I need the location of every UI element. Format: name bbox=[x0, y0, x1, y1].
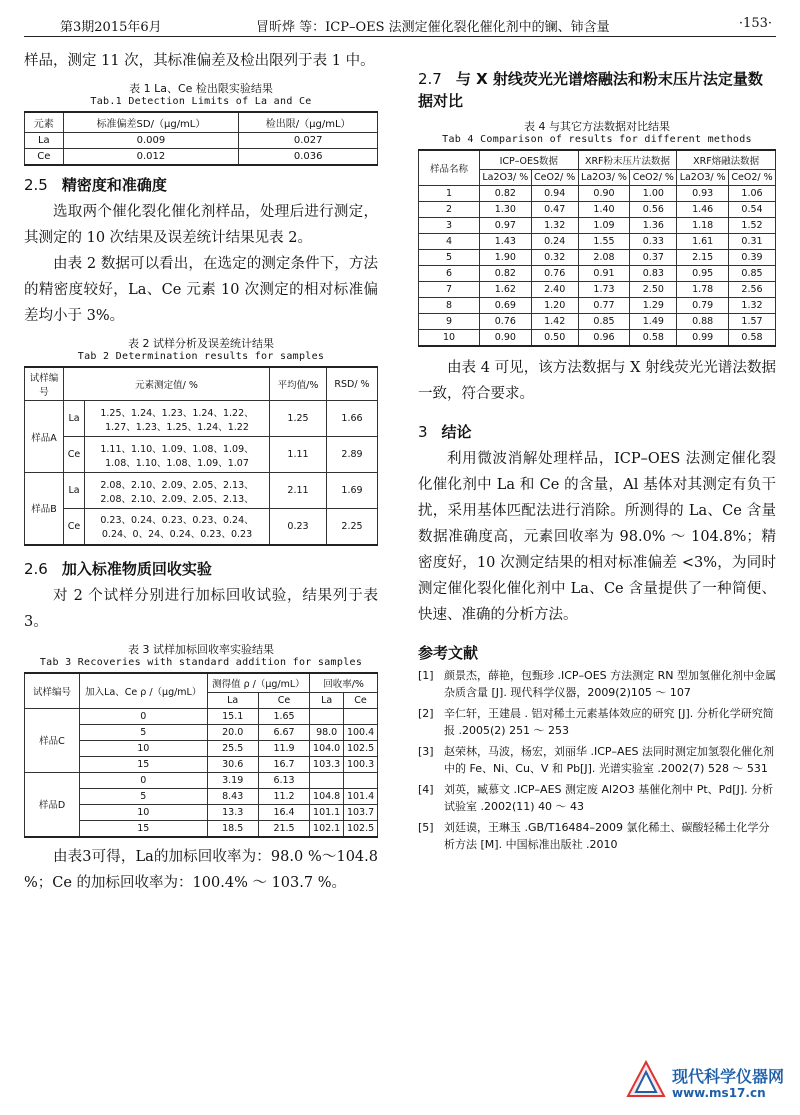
section-heading: 3 结论 bbox=[418, 423, 472, 441]
paragraph: 对 2 个试样分别进行加标回收试验，结果列于表 3。 bbox=[24, 587, 378, 630]
table-row: 4 1.43 0.24 1.55 0.33 1.61 0.31 bbox=[419, 234, 776, 250]
running-title: 冒昕烨 等：ICP–OES 法测定催化裂化催化剂中的镧、铈含量 bbox=[256, 20, 610, 35]
table-row: 10 13.3 16.4 101.1 103.7 bbox=[25, 804, 378, 820]
table-row: 样品D 0 3.19 6.13 bbox=[25, 772, 378, 788]
table2-caption: 表 2 试样分析及误差统计结果 bbox=[128, 337, 274, 350]
table-row: Ce 0.012 0.036 bbox=[25, 149, 378, 166]
table1 bbox=[24, 111, 378, 166]
table-row: 15 18.5 21.5 102.1 102.5 bbox=[25, 820, 378, 837]
table-row: 5 20.0 6.67 98.0 100.4 bbox=[25, 724, 378, 740]
logo-name: 现代科学仪器网 bbox=[672, 1067, 785, 1086]
paragraph: 由表3可得，La的加标回收率为：98.0 %～104.8 %；Ce 的加标回收率为：100.4% ～ 103.7 %。 bbox=[24, 848, 378, 891]
table-row: 样品名称 ICP–OES数据 XRF粉末压片法数据 XRF熔融法数据 bbox=[419, 150, 776, 170]
table4-caption: 表 4 与其它方法数据对比结果 bbox=[524, 120, 670, 133]
table-row: 15 30.6 16.7 103.3 100.3 bbox=[25, 756, 378, 772]
table2-caption-en: Tab 2 Determination results for samples bbox=[77, 351, 325, 362]
page-number: ·153· bbox=[738, 16, 772, 31]
running-header bbox=[24, 8, 776, 37]
right-column bbox=[418, 48, 776, 857]
table-row: 10 25.5 11.9 104.0 102.5 bbox=[25, 740, 378, 756]
reference-item: [3] 赵荣林，马波，杨宏，刘丽华 .ICP–AES 法同时测定加氢裂化催化剂中的 Fe、Ni、Cu、V 和 Pb[J]. 光谱实验室 .2002(7) 528 ～ 531 bbox=[418, 745, 775, 775]
table4-caption-en: Tab 4 Comparison of results for different methods bbox=[442, 134, 752, 145]
table-row: 9 0.76 1.42 0.85 1.49 0.88 1.57 bbox=[419, 314, 776, 330]
reference-item: [5] 刘廷谟，王琳玉 .GB/T16484–2009 氯化稀土、碳酸轻稀土化学分析方法 [M]. 中国标准出版社 .2010 bbox=[418, 821, 770, 851]
table-row: Ce 1.11、1.10、1.09、1.08、1.09、1.08、1.10、1.08、1.09、1.07 1.11 2.89 bbox=[25, 437, 378, 473]
table-row: 2 1.30 0.47 1.40 0.56 1.46 0.54 bbox=[419, 202, 776, 218]
issue-label: 第3期2015年6月 bbox=[60, 20, 162, 35]
references-list bbox=[418, 667, 776, 853]
table-row: 5 1.90 0.32 2.08 0.37 2.15 0.39 bbox=[419, 250, 776, 266]
reference-item: [4] 刘英，臧慕文 .ICP–AES 测定废 Al2O3 基催化剂中 Pt、Pd[J]. 分析试验室 .2002(11) 40 ～ 43 bbox=[418, 783, 774, 813]
reference-item: [1] 颜景杰，薛艳，包甄珍 .ICP–OES 方法测定 RN 型加氢催化剂中金属杂质含量 [J]. 现代科学仪器，2009(2)105 ～ 107 bbox=[418, 669, 777, 699]
section-heading: 2.5 精密度和准确度 bbox=[24, 176, 167, 194]
table-row: 3 0.97 1.32 1.09 1.36 1.18 1.52 bbox=[419, 218, 776, 234]
paragraph: 选取两个催化裂化催化剂样品，处理后进行测定，其测定的 10 次结果及误差统计结果见表 2。 bbox=[24, 204, 378, 246]
table-row: 5 8.43 11.2 104.8 101.4 bbox=[25, 788, 378, 804]
paragraph: 由表 2 数据可以看出，在选定的测定条件下，方法的精密度较好，La、Ce 元素 10 次测定的相对标准偏差均小于 3%。 bbox=[24, 256, 378, 324]
table-row: 试样编号 加入La、Ce ρ /（μg/mL） 测得值 ρ /（μg/mL） 回收率/% bbox=[25, 673, 378, 693]
logo-url: www.ms17.cn bbox=[672, 1086, 766, 1100]
table-row: 10 0.90 0.50 0.96 0.58 0.99 0.58 bbox=[419, 330, 776, 347]
table-row: 1 0.82 0.94 0.90 1.00 0.93 1.06 bbox=[419, 186, 776, 202]
left-column bbox=[24, 48, 378, 896]
table4 bbox=[418, 149, 776, 347]
reference-item: [2] 辛仁轩，王建晨 . 铝对稀土元素基体效应的研究 [J]. 分析化学研究简报 .2005(2) 251 ～ 253 bbox=[418, 707, 774, 737]
table2 bbox=[24, 366, 378, 546]
table3-caption-en: Tab 3 Recoveries with standard addition for samples bbox=[39, 656, 363, 668]
table-row: 样品C 0 15.1 1.65 bbox=[25, 708, 378, 724]
table-row: 样品B La 2.08、2.10、2.09、2.05、2.13、2.08、2.10、2.09、2.05、2.13、 2.11 1.69 bbox=[25, 473, 378, 509]
table-row: 试样编号 元素测定值/ % 平均值/% RSD/ % bbox=[25, 367, 378, 401]
table-row: 6 0.82 0.76 0.91 0.83 0.95 0.85 bbox=[419, 266, 776, 282]
table-row: 样品A La 1.25、1.24、1.23、1.24、1.22、1.27、1.23、1.25、1.24、1.22 1.25 1.66 bbox=[25, 401, 378, 437]
table1-caption: 表 1 La、Ce 检出限实验结果 bbox=[129, 82, 273, 95]
table-row: Ce 0.23、0.24、0.23、0.23、0.24、0.24、0、24、0.24、0.23、0.23 0.23 2.25 bbox=[25, 509, 378, 545]
table-row: La2O3/ % CeO2/ % La2O3/ % CeO2/ % La2O3/ % CeO2/ % bbox=[419, 170, 776, 186]
site-logo[interactable] bbox=[626, 1058, 786, 1108]
table3-caption: 表 3 试样加标回收率实验结果 bbox=[128, 642, 274, 656]
intro-paragraph: 样品，测定 11 次，其标准偏差及检出限列于表 1 中。 bbox=[24, 53, 375, 69]
references-heading: 参考文献 bbox=[418, 644, 479, 662]
paragraph: 由表 4 可见，该方法数据与 X 射线荧光光谱法数据一致，符合要求。 bbox=[418, 360, 776, 402]
section-heading: 2.6 加入标准物质回收实验 bbox=[24, 559, 212, 578]
table-row: 7 1.62 2.40 1.73 2.50 1.78 2.56 bbox=[419, 282, 776, 298]
section-heading: 2.7 与 X 射线荧光光谱熔融法和粉末压片法定量数据对比 bbox=[418, 70, 763, 110]
paragraph: 利用微波消解处理样品，ICP–OES 法测定催化裂化催化剂中 La 和 Ce 的含量，Al 基体对其测定有负干扰，采用基体匹配法进行消除。所测得的 La、Ce 含量数据准确度高，元素回收率为 98.0% ～ 104.8%；精密度好，10 次测定结果的相对标准偏差 <3%，为同时测定催化裂化催化剂中 La、Ce 含量提供了一种简便、快速、准确的分析方法。 bbox=[418, 451, 776, 623]
table-row: 8 0.69 1.20 0.77 1.29 0.79 1.32 bbox=[419, 298, 776, 314]
table-row: 元素 标准偏差SD/（μg/mL） 检出限/（μg/mL） bbox=[25, 112, 378, 133]
table-row: La 0.009 0.027 bbox=[25, 133, 378, 149]
table-row: La Ce La Ce bbox=[25, 692, 378, 708]
table1-caption-en: Tab.1 Detection Limits of La and Ce bbox=[90, 96, 312, 107]
logo-icon bbox=[626, 1060, 666, 1100]
table3 bbox=[24, 672, 378, 838]
